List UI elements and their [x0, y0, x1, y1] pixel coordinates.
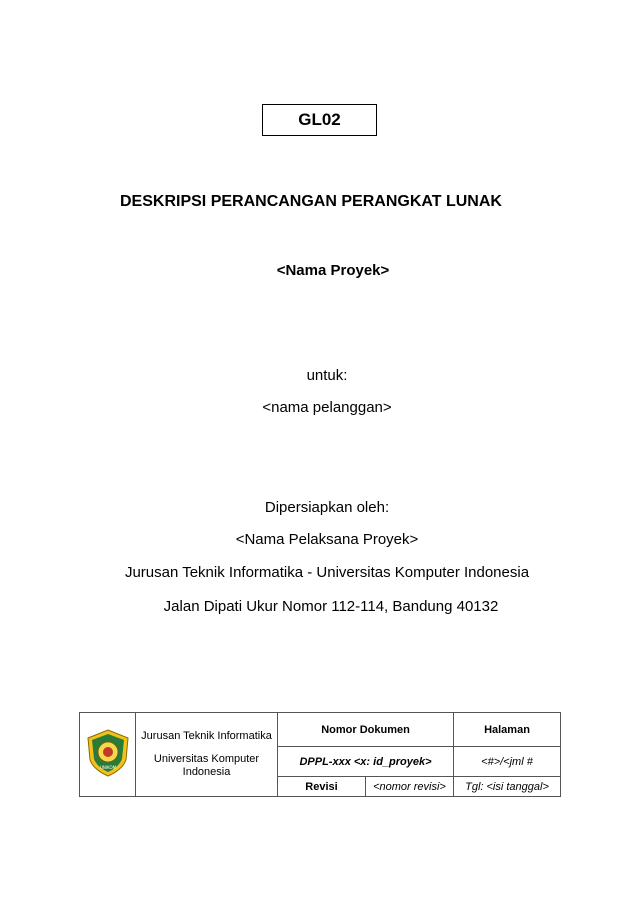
- doc-number-value: DPPL-xxx <x: id_proyek>: [278, 747, 454, 777]
- document-footer-table: [79, 712, 561, 797]
- logo-text: UNIKOM: [99, 765, 116, 770]
- university-logo-icon: [85, 728, 131, 778]
- revision-date: Tgl: <isi tanggal>: [454, 777, 561, 797]
- page-header: Halaman: [454, 713, 561, 747]
- client-name: <nama pelanggan>: [262, 399, 392, 416]
- institution-line-2: Universitas Komputer Indonesia: [153, 753, 260, 778]
- revision-number: <nomor revisi>: [366, 777, 454, 797]
- document-code-box: GL02: [262, 104, 377, 136]
- address-line: Jalan Dipati Ukur Nomor 112-114, Bandung 40132: [163, 598, 499, 615]
- page-value: <#>/<jml #: [454, 747, 561, 777]
- for-label: untuk:: [306, 367, 348, 384]
- institution-line-1: Jurusan Teknik Informatika: [141, 730, 272, 742]
- document-title: DESKRIPSI PERANCANGAN PERANGKAT LUNAK: [120, 193, 502, 210]
- department-line: Jurusan Teknik Informatika - Universitas Komputer Indonesia: [124, 564, 530, 581]
- revision-label: Revisi: [278, 777, 366, 797]
- project-name: <Nama Proyek>: [276, 262, 390, 279]
- doc-number-header: Nomor Dokumen: [278, 713, 454, 747]
- logo-cell: [80, 713, 136, 797]
- institution-cell: [136, 713, 278, 797]
- executor-name: <Nama Pelaksana Proyek>: [235, 531, 419, 548]
- prepared-by-label: Dipersiapkan oleh:: [264, 499, 390, 516]
